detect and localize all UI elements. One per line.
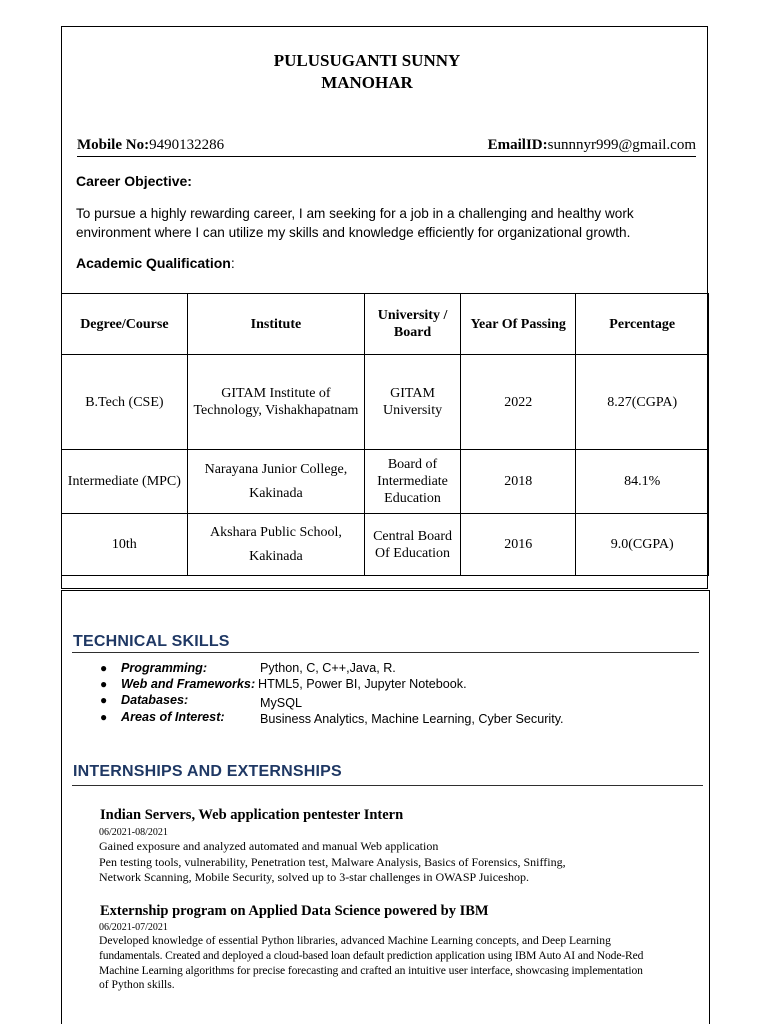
table-row <box>62 355 709 450</box>
description-line: Developed knowledge of essential Python libraries, advanced Machine Learning concepts, and Deep Learning <box>99 934 611 947</box>
externship-date: 06/2021-07/2021 <box>99 922 168 933</box>
description-line: fundamentals. Created and deployed a cloud-based loan default prediction application using IBM Auto AI and Node-Red <box>99 948 644 962</box>
column-header: Percentage <box>576 294 709 355</box>
description-line: Pen testing tools, vulnerability, Penetration test, Malware Analysis, Basics of Forensics, Sniffing, <box>99 854 566 869</box>
description-line: of Python skills. <box>99 978 175 992</box>
column-header: Year Of Passing <box>460 294 575 355</box>
internship-date: 06/2021-08/2021 <box>99 827 168 838</box>
board-cell: GITAM University <box>365 355 461 450</box>
skill-value: Python, C, C++,Java, R. <box>260 661 396 675</box>
table-row <box>62 514 709 576</box>
career-objective-heading: Career Objective: <box>76 173 192 189</box>
skill-value: Business Analytics, Machine Learning, Cyber Security. <box>260 712 564 726</box>
percentage-cell: 84.1% <box>576 450 709 514</box>
academic-qualification-heading <box>76 255 235 271</box>
internship-title: Indian Servers, Web application pentester Intern <box>100 807 404 823</box>
email-info <box>488 137 696 154</box>
skill-label: Areas of Interest: <box>121 710 225 724</box>
institute-cell: Narayana Junior College, Kakinada <box>187 450 364 514</box>
degree-cell: B.Tech (CSE) <box>62 355 188 450</box>
bullet-icon: ● <box>100 661 108 675</box>
career-objective-text: To pursue a highly rewarding career, I am seeking for a job in a challenging and healthy work environment where I can utilize my skills and knowledge efficiently for organizational growth. <box>76 206 634 240</box>
candidate-name <box>200 50 534 94</box>
mobile-value: 9490132286 <box>149 137 225 153</box>
skill-label: Web and Frameworks: <box>121 677 256 691</box>
institute-cell: Akshara Public School, Kakinada <box>187 514 364 576</box>
contact-row <box>77 136 696 157</box>
table-header-row <box>62 294 709 355</box>
mobile-label: Mobile No: <box>77 137 150 153</box>
board-cell: Board of Intermediate Education <box>365 450 461 514</box>
academic-table <box>61 293 709 576</box>
academic-heading-colon: : <box>230 255 235 271</box>
column-header: Institute <box>187 294 364 355</box>
name-line-2: MANOHAR <box>321 73 413 92</box>
skill-value: HTML5, Power BI, Jupyter Notebook. <box>258 677 467 691</box>
technical-skills-title: TECHNICAL SKILLS <box>73 633 230 650</box>
internships-title: INTERNSHIPS AND EXTERNSHIPS <box>73 763 342 780</box>
skill-value: MySQL <box>260 696 302 710</box>
name-line-1: PULUSUGANTI SUNNY <box>273 51 461 70</box>
year-cell: 2016 <box>460 514 575 576</box>
externship-title: Externship program on Applied Data Science powered by IBM <box>100 903 489 919</box>
bullet-icon: ● <box>100 677 108 691</box>
internship-description <box>99 839 704 886</box>
column-header: University / Board <box>365 294 461 355</box>
degree-cell: Intermediate (MPC) <box>62 450 188 514</box>
board-cell: Central Board Of Education <box>365 514 461 576</box>
description-line: Machine Learning algorithms for precise forecasting and crafted an intuitive user interface, showcasing implementation <box>99 963 643 977</box>
email-label: EmailID: <box>487 137 548 153</box>
degree-cell: 10th <box>62 514 188 576</box>
academic-heading-text: Academic Qualification <box>76 255 231 271</box>
bullet-icon: ● <box>100 710 108 724</box>
description-line: Network Scanning, Mobile Security, solved up to 3-star challenges in OWASP Juiceshop. <box>99 870 530 884</box>
table-row <box>62 450 709 514</box>
description-line: Gained exposure and analyzed automated and manual Web application <box>99 839 439 853</box>
email-value[interactable]: sunnnyr999@gmail.com <box>547 137 696 153</box>
mobile-info <box>77 137 224 154</box>
percentage-cell: 9.0(CGPA) <box>576 514 709 576</box>
bullet-icon: ● <box>100 693 108 707</box>
skill-label: Databases: <box>121 693 189 707</box>
institute-cell: GITAM Institute of Technology, Vishakhapatnam <box>187 355 364 450</box>
externship-description <box>99 934 709 993</box>
section-divider <box>72 785 703 786</box>
year-cell: 2018 <box>460 450 575 514</box>
section-divider <box>72 652 699 653</box>
percentage-cell: 8.27(CGPA) <box>576 355 709 450</box>
column-header: Degree/Course <box>62 294 188 355</box>
skill-label: Programming: <box>121 661 208 675</box>
year-cell: 2022 <box>460 355 575 450</box>
